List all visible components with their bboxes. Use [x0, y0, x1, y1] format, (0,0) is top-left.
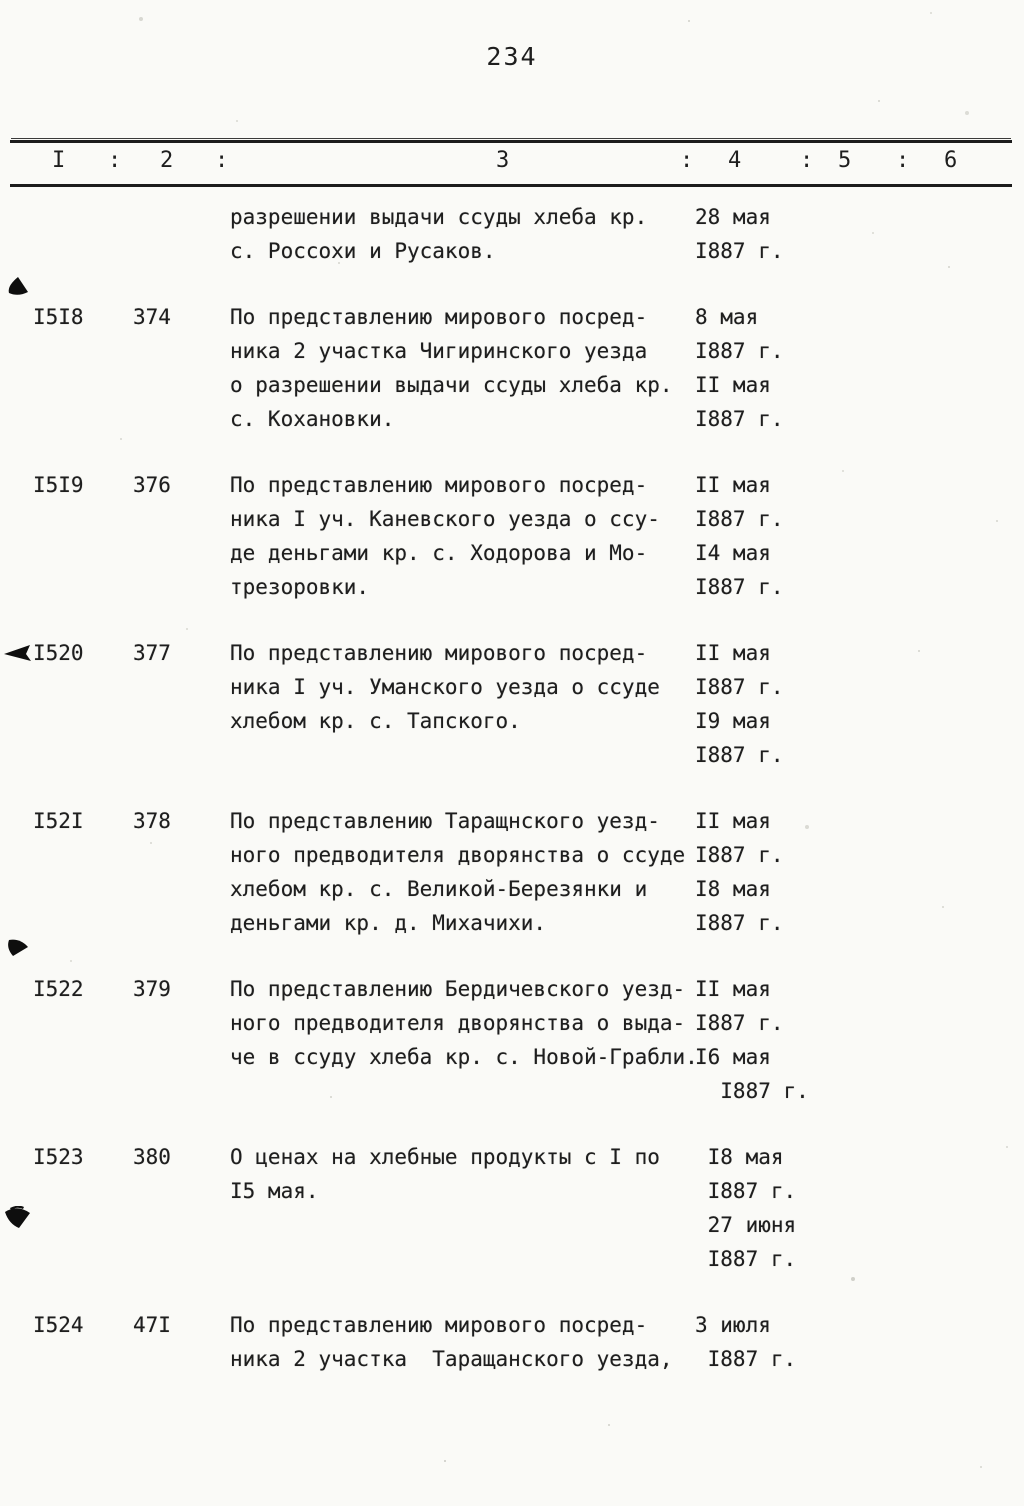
- table-row: [0, 804, 1024, 940]
- case-date-line: I887 г.: [695, 743, 784, 767]
- case-title-line: де деньгами кр. с. Ходорова и Мо-: [230, 541, 648, 565]
- case-title-line: с. Россохи и Русаков.: [230, 239, 496, 263]
- case-date-line: I887 г.: [695, 1079, 809, 1103]
- header-rule-top: [10, 140, 1012, 143]
- case-title: [230, 468, 695, 604]
- case-title-line: По представлению мирового посред-: [230, 641, 648, 665]
- case-dates: [695, 1140, 796, 1276]
- case-title-line: ного предводителя дворянства о ссуде: [230, 843, 686, 867]
- case-date-line: I887 г.: [695, 1179, 797, 1203]
- table-row: [0, 200, 1024, 268]
- case-number: I524: [33, 1313, 84, 1337]
- case-title-line: По представлению мирового посред-: [230, 305, 648, 329]
- entries-list: [0, 200, 1024, 1408]
- case-title-line: О ценах на хлебные продукты с I по: [230, 1145, 660, 1169]
- case-title-line: По представлению Бердичевского уезд-: [230, 977, 686, 1001]
- case-dates: [695, 636, 784, 772]
- case-title: [230, 972, 698, 1074]
- case-number: I5I9: [33, 473, 84, 497]
- doc-number: 374: [133, 305, 171, 329]
- case-number: I52I: [33, 809, 84, 833]
- table-row: [0, 1308, 1024, 1376]
- case-date-line: I887 г.: [695, 239, 784, 263]
- doc-number: 378: [133, 809, 171, 833]
- column-header: I: [52, 148, 66, 173]
- case-date-line: I887 г.: [695, 675, 784, 699]
- case-title-line: ника I уч. Уманского уезда о ссуде: [230, 675, 660, 699]
- doc-number: 47I: [133, 1313, 171, 1337]
- column-header: 6: [944, 148, 958, 173]
- case-title: [230, 804, 695, 940]
- doc-number: 376: [133, 473, 171, 497]
- case-date-line: I887 г.: [695, 1347, 797, 1371]
- case-date-line: II мая: [695, 473, 771, 497]
- case-title-line: По представлению мирового посред-: [230, 1313, 648, 1337]
- case-title-line: с. Кохановки.: [230, 407, 395, 431]
- table-row: [0, 972, 1024, 1108]
- case-date-line: II мая: [695, 977, 771, 1001]
- case-date-line: I9 мая: [695, 709, 771, 733]
- case-title-line: трезоровки.: [230, 575, 370, 599]
- table-row: [0, 1140, 1024, 1276]
- case-date-line: I887 г.: [695, 911, 784, 935]
- case-title-line: хлебом кр. с. Тапского.: [230, 709, 521, 733]
- column-header: 3: [496, 148, 510, 173]
- case-title-line: ника I уч. Каневского уезда о ссу-: [230, 507, 660, 531]
- case-number: I522: [33, 977, 84, 1001]
- case-date-line: I887 г.: [695, 1011, 784, 1035]
- doc-number: 377: [133, 641, 171, 665]
- scan-noise: [0, 0, 2, 2]
- case-date-line: 3 июля: [695, 1313, 771, 1337]
- ink-arrow-left-icon: [4, 645, 32, 662]
- column-header: 5: [838, 148, 852, 173]
- case-title-line: хлебом кр. с. Великой-Березянки и: [230, 877, 648, 901]
- case-title-line: ного предводителя дворянства о выда-: [230, 1011, 686, 1035]
- doc-number: 380: [133, 1145, 171, 1169]
- case-number: I523: [33, 1145, 84, 1169]
- case-title-line: ника 2 участка Таращанского уезда,: [230, 1347, 673, 1371]
- case-title: [230, 1140, 695, 1208]
- case-date-line: I887 г.: [695, 1247, 797, 1271]
- case-date-line: I887 г.: [695, 843, 784, 867]
- column-separator: :: [896, 148, 910, 173]
- doc-number: 379: [133, 977, 171, 1001]
- case-date-line: I887 г.: [695, 407, 784, 431]
- column-header: 2: [160, 148, 174, 173]
- case-date-line: II мая: [695, 373, 771, 397]
- table-row: [0, 636, 1024, 772]
- page-number: 234: [486, 42, 538, 71]
- case-title-line: че в ссуду хлеба кр. с. Новой-Грабли.: [230, 1045, 698, 1069]
- case-title: [230, 636, 695, 738]
- case-date-line: I4 мая: [695, 541, 771, 565]
- header-rule-bottom: [10, 184, 1012, 187]
- case-date-line: I887 г.: [695, 507, 784, 531]
- case-number: I5I8: [33, 305, 84, 329]
- table-row: [0, 468, 1024, 604]
- case-dates: [695, 804, 784, 940]
- case-date-line: I6 мая: [695, 1045, 771, 1069]
- table-row: [0, 300, 1024, 436]
- case-date-line: II мая: [695, 809, 771, 833]
- case-number: I520: [33, 641, 84, 665]
- ink-blob-icon: [2, 1206, 32, 1230]
- case-title-line: По представлению мирового посред-: [230, 473, 648, 497]
- case-dates: [695, 300, 784, 436]
- case-dates: [695, 972, 809, 1108]
- case-title: [230, 300, 695, 436]
- case-date-line: I887 г.: [695, 339, 784, 363]
- ink-blob-icon: [6, 938, 30, 957]
- column-separator: :: [800, 148, 814, 173]
- case-date-line: II мая: [695, 641, 771, 665]
- case-title-line: I5 мая.: [230, 1179, 319, 1203]
- case-title: [230, 200, 695, 268]
- column-separator: :: [680, 148, 694, 173]
- case-dates: [695, 468, 784, 604]
- column-header: 4: [728, 148, 742, 173]
- case-dates: [695, 1308, 796, 1376]
- case-date-line: 27 июня: [695, 1213, 797, 1237]
- case-dates: [695, 200, 784, 268]
- case-date-line: I8 мая: [695, 877, 771, 901]
- case-date-line: I8 мая: [695, 1145, 784, 1169]
- column-separator: :: [215, 148, 229, 173]
- case-title-line: По представлению Таращнского уезд-: [230, 809, 660, 833]
- ink-blob-icon: [6, 276, 30, 296]
- case-date-line: 28 мая: [695, 205, 771, 229]
- case-title-line: ника 2 участка Чигиринского уезда: [230, 339, 648, 363]
- case-title-line: деньгами кр. д. Михачихи.: [230, 911, 547, 935]
- column-separator: :: [108, 148, 122, 173]
- case-title: [230, 1308, 695, 1376]
- case-title-line: о разрешении выдачи ссуды хлеба кр.: [230, 373, 673, 397]
- case-date-line: 8 мая: [695, 305, 759, 329]
- case-date-line: I887 г.: [695, 575, 784, 599]
- case-title-line: разрешении выдачи ссуды хлеба кр.: [230, 205, 648, 229]
